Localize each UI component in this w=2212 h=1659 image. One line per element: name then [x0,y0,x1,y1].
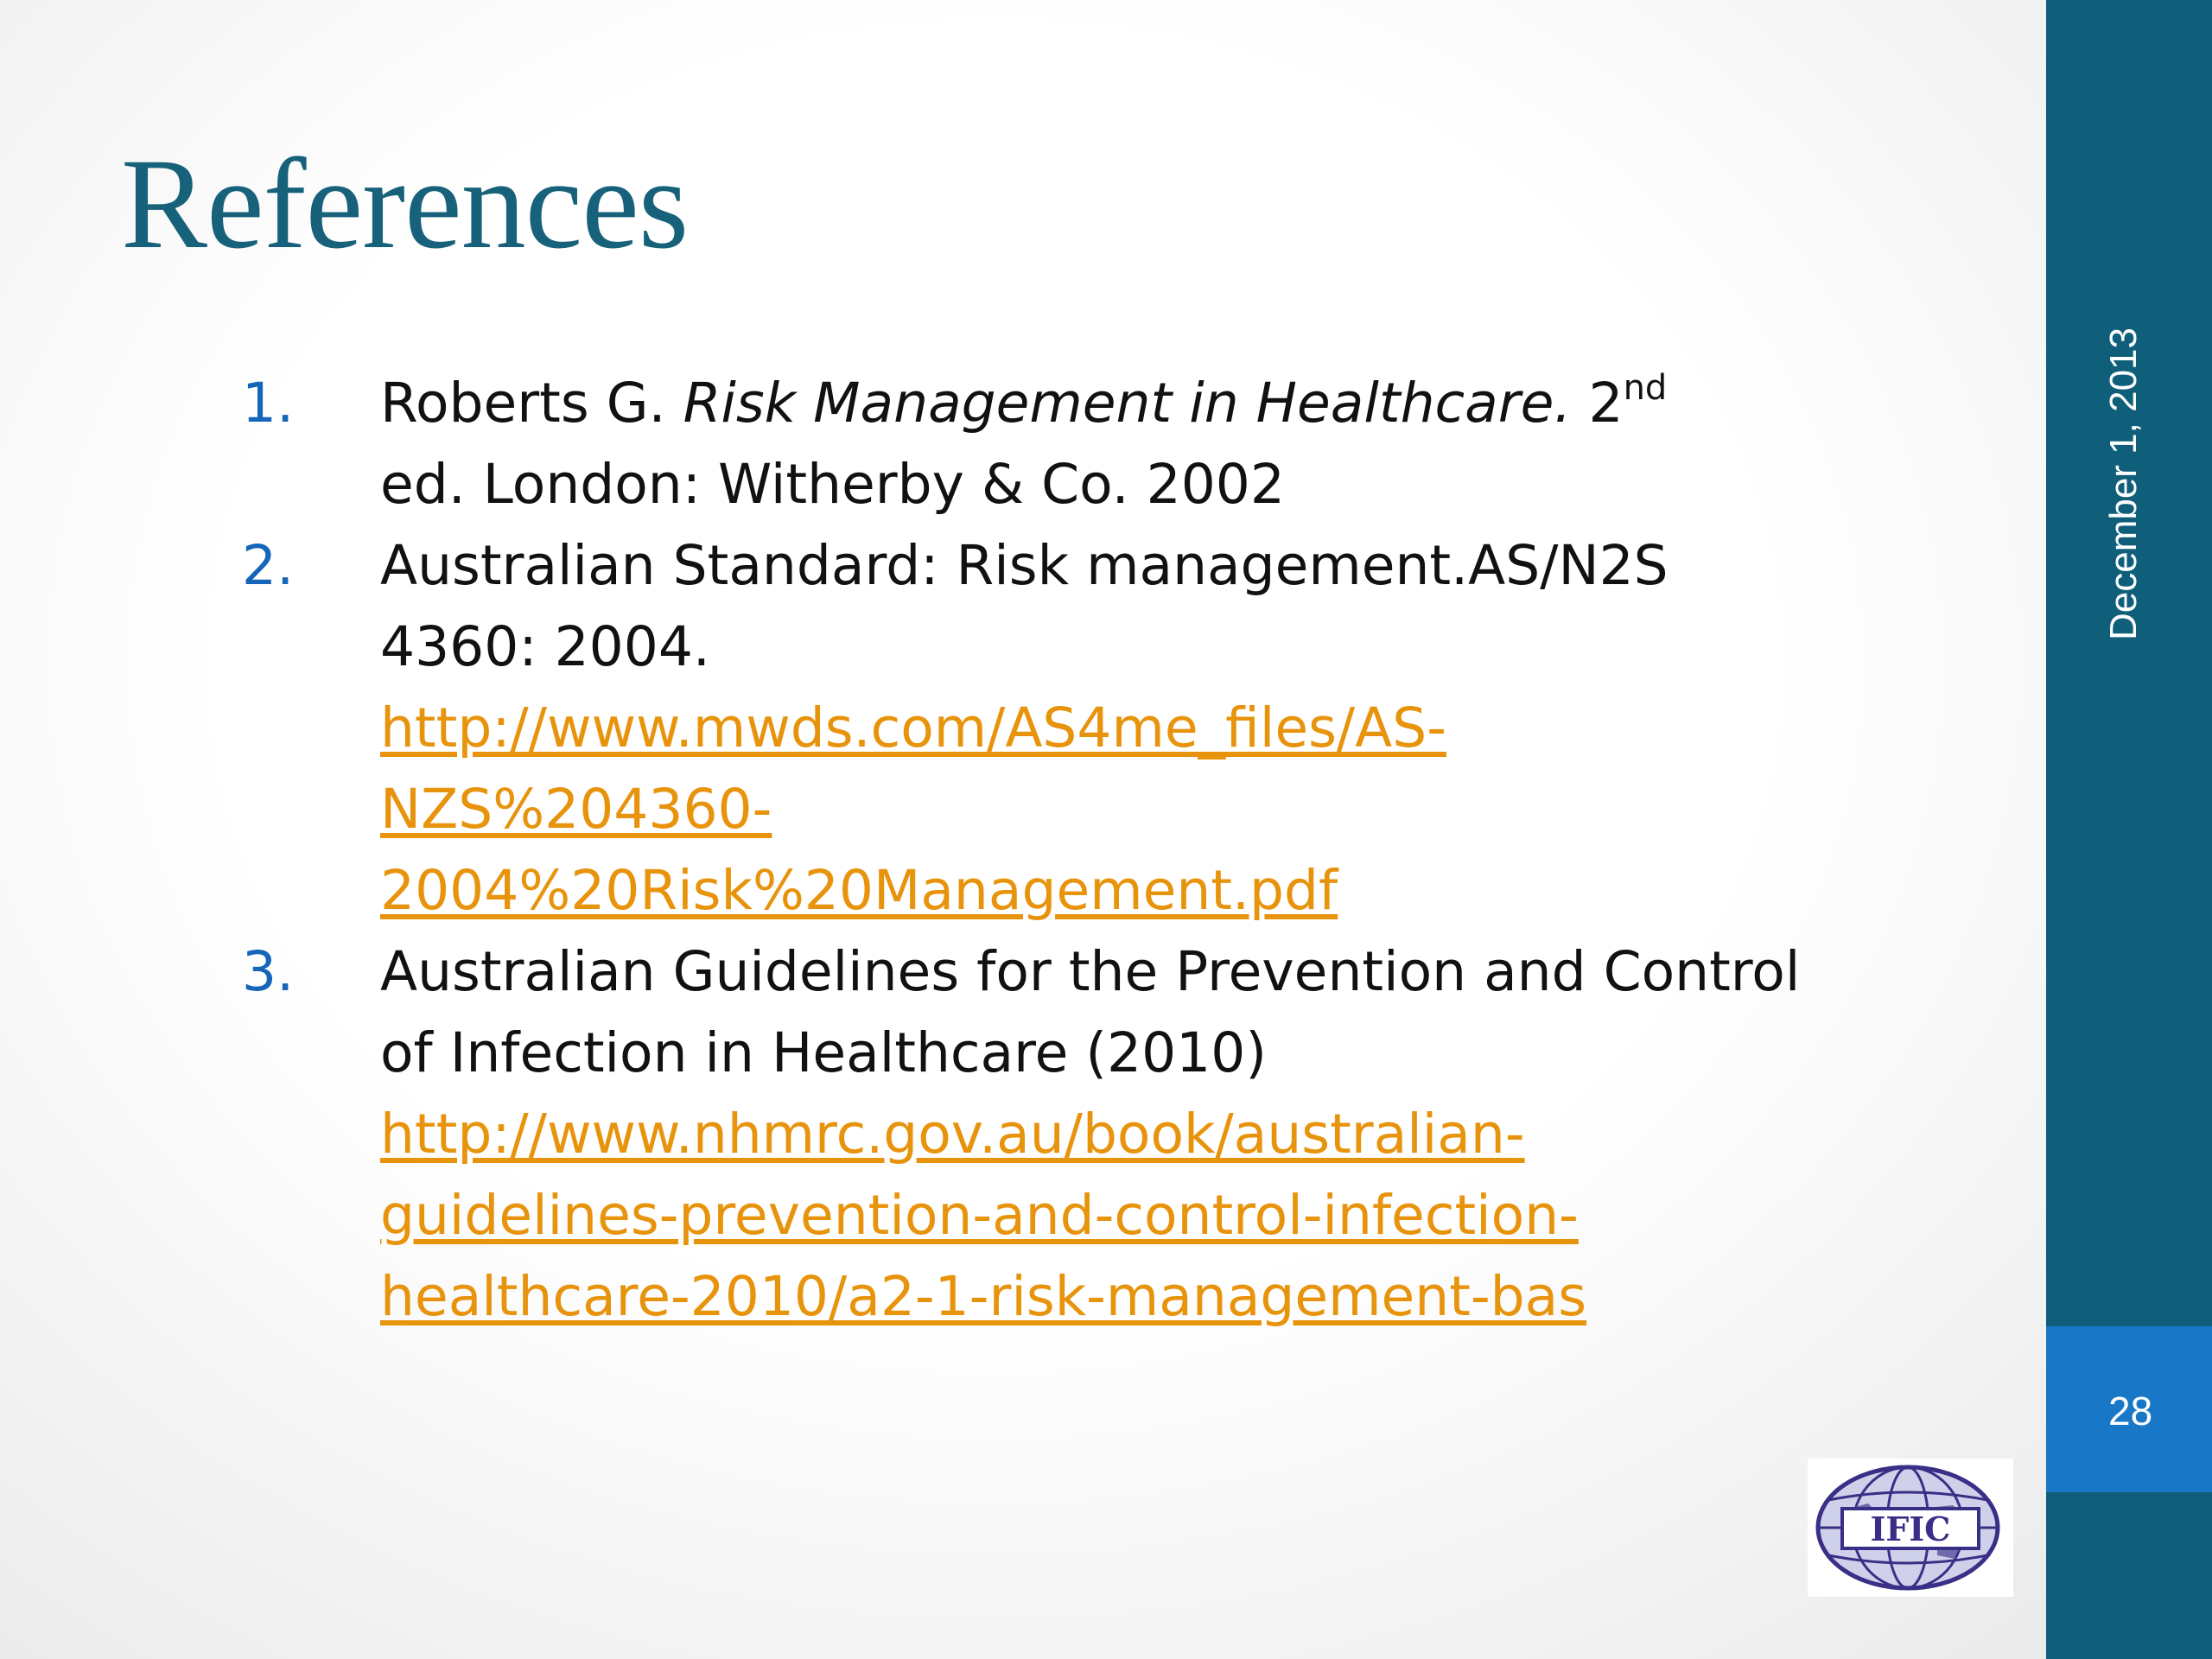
reference-text: Australian Standard: Risk management.AS/N2S 4360: 2004. [380,534,1669,678]
reference-book-title: Risk Management in Healthcare. [683,372,1572,435]
reference-link-line-2[interactable]: guidelines-prevention-and-control-infection- [380,1184,1579,1247]
reference-item-1 [242,363,1815,525]
slide-title: References [121,132,689,276]
ific-logo [1808,1459,2013,1597]
references-list [242,363,1815,1338]
reference-edition: 2 [1571,372,1624,435]
reference-link-line-1[interactable]: http://www.mwds.com/AS4me_files/AS- [380,696,1446,760]
reference-number: 1. [242,372,295,435]
reference-link-line-1[interactable]: http://www.nhmrc.gov.au/book/australian- [380,1103,1525,1166]
slide-date: December 1, 2013 [2102,327,2145,640]
reference-edition-suffix: nd [1623,368,1668,408]
reference-link-line-2[interactable]: NZS%204360- [380,778,772,841]
reference-number: 3. [242,940,295,1003]
logo-text: IFIC [1870,1510,1951,1548]
reference-number: 2. [242,534,295,597]
reference-text: Australian Guidelines for the Prevention and Control of Infection in Healthcare (2010) [380,940,1801,1084]
page-number: 28 [2108,1389,2153,1433]
reference-publisher: ed. London: Witherby & Co. 2002 [380,453,1285,516]
reference-item-2 [242,525,1815,931]
reference-link-line-3[interactable]: healthcare-2010/a2-1-risk-management-bas [380,1265,1587,1328]
reference-link-line-3[interactable]: 2004%20Risk%20Management.pdf [380,859,1338,922]
reference-item-3 [242,931,1815,1338]
reference-author: Roberts G. [380,372,683,435]
